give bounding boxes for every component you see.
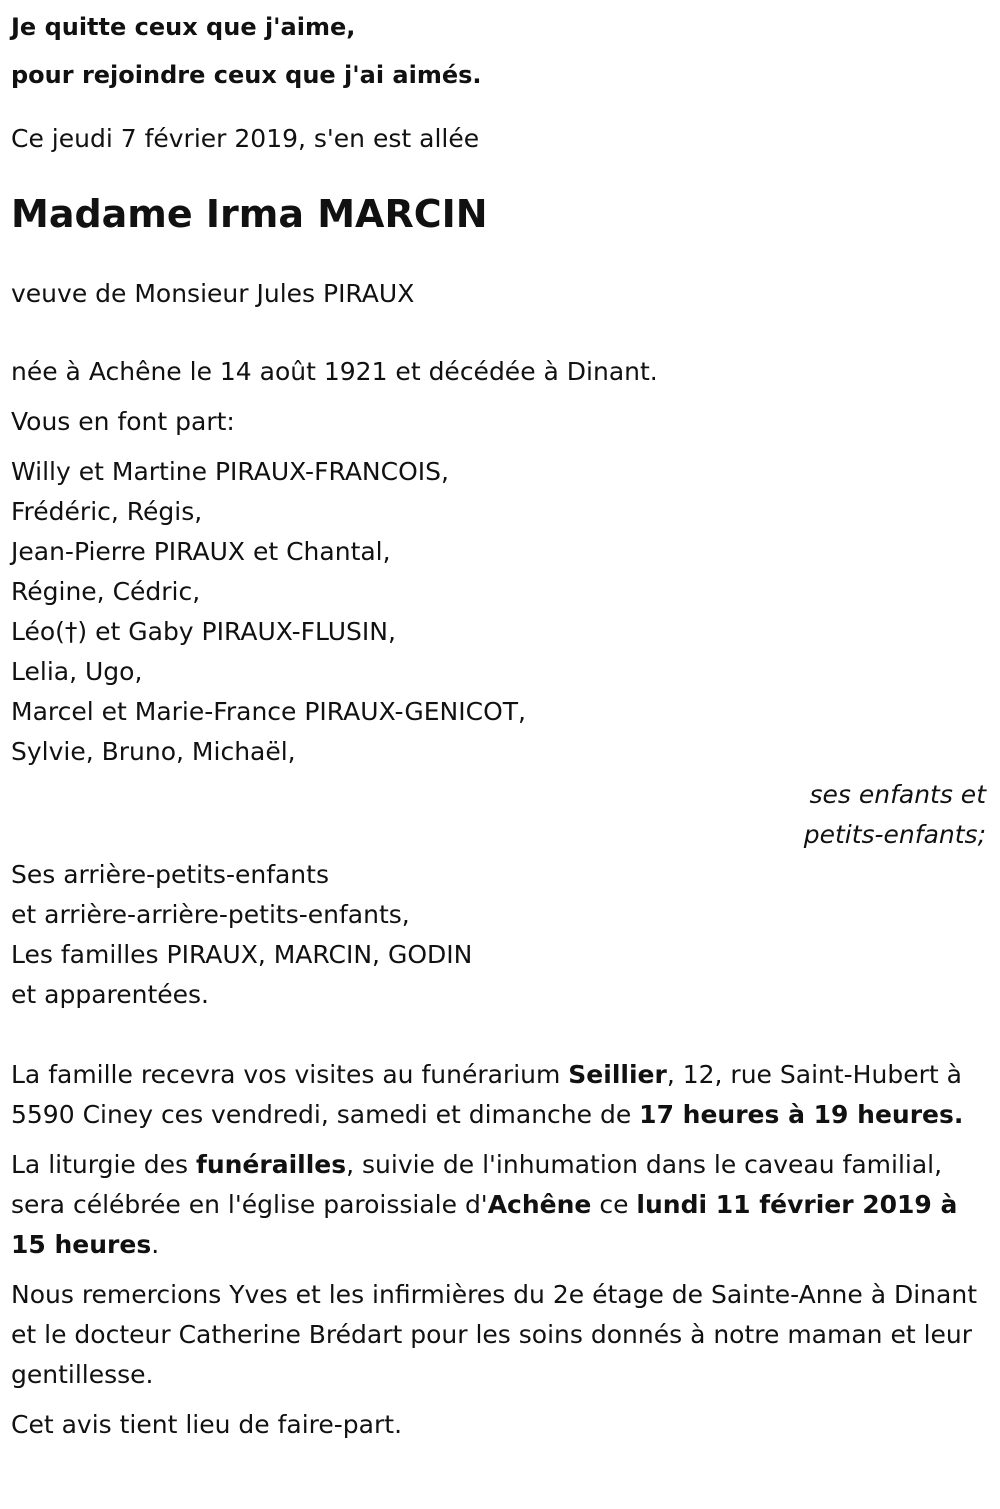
announce-text: Vous en font part: bbox=[11, 407, 235, 436]
descendants-line: Les familles PIRAUX, MARCIN, GODIN bbox=[11, 940, 473, 969]
family-line: Jean-Pierre PIRAUX et Chantal, bbox=[11, 537, 391, 566]
funeral-text: . bbox=[151, 1230, 160, 1259]
family-list bbox=[11, 452, 986, 772]
intro-text: Ce jeudi 7 février 2019, s'en est allée bbox=[11, 124, 480, 153]
funeral-text: ce bbox=[591, 1190, 637, 1219]
funeral-paragraph bbox=[11, 1145, 986, 1265]
descendants-line: et arrière-arrière-petits-enfants, bbox=[11, 900, 410, 929]
visits-text: , 12, rue Saint-Hubert à 5590 Ciney ces vendredi, samedi et dimanche de bbox=[11, 1060, 962, 1129]
obituary-notice bbox=[11, 0, 986, 1445]
thanks-paragraph: Nous remercions Yves et les infirmières du 2e étage de Sainte-Anne à Dinant et le docteur Catherine Brédart pour les soins donnés à notre maman et leur gentillesse. bbox=[11, 1280, 977, 1389]
notice-text: Cet avis tient lieu de faire-part. bbox=[11, 1410, 403, 1439]
visiting-hours: 17 heures à 19 heures. bbox=[639, 1100, 964, 1129]
church-location: Achêne bbox=[487, 1190, 592, 1219]
relation-line: petits-enfants; bbox=[803, 820, 986, 849]
family-line: Léo(†) et Gaby PIRAUX-FLUSIN, bbox=[11, 617, 396, 646]
visits-text: La famille recevra vos visites au funérarium bbox=[11, 1060, 569, 1089]
widow-of: veuve de Monsieur Jules PIRAUX bbox=[11, 279, 415, 308]
relation-caption bbox=[11, 775, 986, 855]
family-line: Lelia, Ugo, bbox=[11, 657, 143, 686]
visits-paragraph bbox=[11, 1055, 986, 1135]
family-line: Willy et Martine PIRAUX-FRANCOIS, bbox=[11, 457, 449, 486]
relation-line: ses enfants et bbox=[809, 780, 986, 809]
funeral-datetime: lundi 11 février 2019 à 15 heures bbox=[11, 1190, 958, 1259]
epigraph-line: pour rejoindre ceux que j'ai aimés. bbox=[11, 61, 482, 89]
family-line: Marcel et Marie-France PIRAUX-GENICOT, bbox=[11, 697, 526, 726]
epigraph-line: Je quitte ceux que j'aime, bbox=[11, 13, 356, 41]
epigraph bbox=[11, 0, 986, 99]
funeral-text: La liturgie des bbox=[11, 1150, 196, 1179]
funerarium-name: Seillier bbox=[568, 1060, 667, 1089]
funeral-keyword: funérailles bbox=[195, 1150, 347, 1179]
family-line: Frédéric, Régis, bbox=[11, 497, 203, 526]
descendants-line: et apparentées. bbox=[11, 980, 209, 1009]
family-line: Régine, Cédric, bbox=[11, 577, 201, 606]
funeral-text: , suivie de l'inhumation dans le caveau familial, sera célébrée en l'église paroissiale d' bbox=[11, 1150, 943, 1219]
birth-death-info: née à Achêne le 14 août 1921 et décédée à Dinant. bbox=[11, 357, 658, 386]
family-line: Sylvie, Bruno, Michaël, bbox=[11, 737, 296, 766]
descendants-list bbox=[11, 855, 986, 1015]
deceased-name: Madame Irma MARCIN bbox=[11, 192, 488, 236]
descendants-line: Ses arrière-petits-enfants bbox=[11, 860, 329, 889]
